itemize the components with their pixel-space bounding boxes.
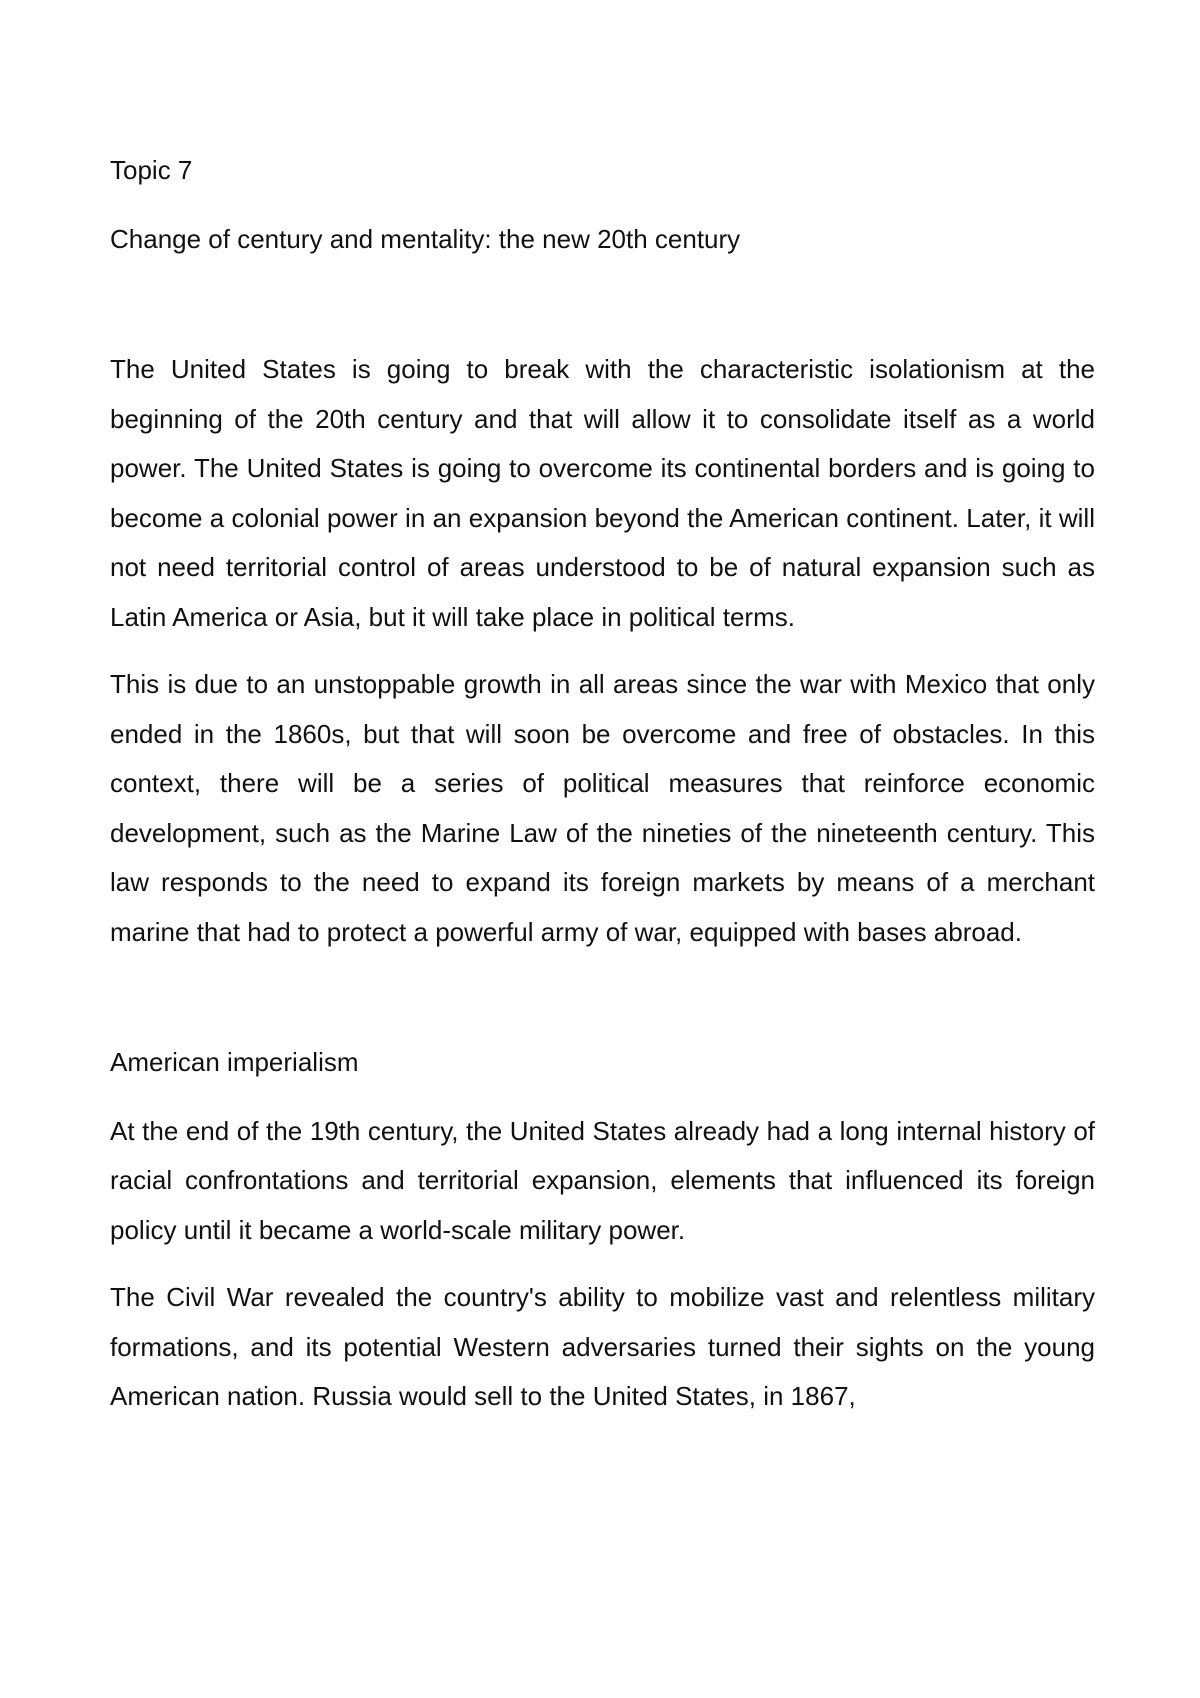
paragraph-section-2: The Civil War revealed the country's ability to mobilize vast and relentless military formations, and its potential Western adversaries turned their sights on the young American nation. Russia would sell to the United States, in 1867, — [110, 1282, 1095, 1411]
document-subtitle: Change of century and mentality: the new 20th century — [110, 223, 741, 254]
paragraph-intro-1: The United States is going to break with the characteristic isolationism at the beginning of the 20th century and that will allow it to consolidate itself as a world power. The United States is going to overcome its continental borders and is going to become a colonial power in an expansion beyond the American continent. Later, it will not need territorial control of areas understood to be of natural expansion such as Latin America or Asia, but it will take place in political terms. — [110, 354, 1095, 632]
topic-label: Topic 7 — [110, 155, 193, 185]
paragraph-section-1: At the end of the 19th century, the United States already had a long internal history of racial confrontations and territorial expansion, elements that influenced its foreign policy until it became a world-scale military power. — [110, 1115, 1095, 1245]
section-heading: American imperialism — [110, 1047, 359, 1077]
paragraph-intro-2: This is due to an unstoppable growth in all areas since the war with Mexico that only ended in the 1860s, but that will soon be overcome and free of obstacles. In this context, there will be a series of political measures that reinforce economic development, such as the Marine Law of the nineties of the nineteenth century. This law responds to the need to expand its foreign markets by means of a merchant marine that had to protect a powerful army of war, equipped with bases abroad. — [110, 669, 1095, 947]
document-body — [110, 146, 1095, 1422]
